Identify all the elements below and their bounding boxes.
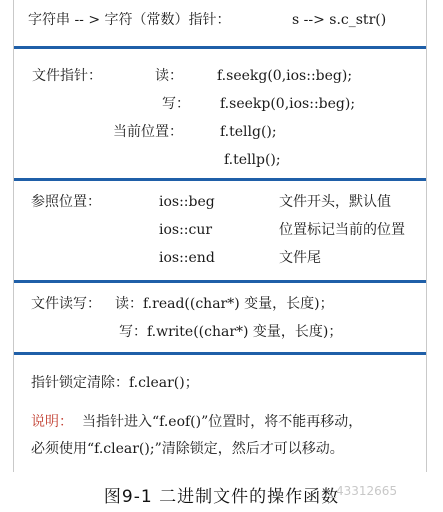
write-label: 写： — [162, 96, 190, 112]
read-label: 读： — [155, 68, 183, 84]
section-divider — [14, 46, 426, 49]
note-text-line2: 必须使用“f.clear();”清除锁定，然后才可以移动。 — [31, 441, 344, 457]
function-table — [13, 0, 427, 472]
read-function-line: 读：f.read((char*) 变量，长度)； — [115, 296, 334, 312]
note-text-line1: 当指针进入“f.eof()”位置时，将不能再移动， — [82, 414, 363, 430]
ref-desc-cur: 位置标记当前的位置 — [279, 222, 405, 238]
watermark: _43312665 — [330, 484, 398, 498]
seekp-code: f.seekp(0,ios::beg); — [220, 96, 356, 112]
file-pointer-label: 文件指针： — [32, 68, 102, 84]
ref-desc-end: 文件尾 — [279, 250, 321, 266]
ref-key-cur: ios::cur — [159, 222, 213, 238]
write-function-line: 写：f.write((char*) 变量，长度)； — [119, 324, 343, 340]
seekg-code: f.seekg(0,ios::beg); — [217, 68, 353, 84]
file-rw-label: 文件读写： — [31, 296, 101, 312]
ref-key-end: ios::end — [159, 250, 215, 266]
section-divider — [14, 178, 426, 181]
current-position-label: 当前位置： — [113, 124, 183, 140]
ref-desc-beg: 文件开头，默认值 — [279, 194, 391, 210]
ref-key-beg: ios::beg — [159, 194, 215, 210]
string-to-pointer-code: s --> s.c_str() — [292, 12, 387, 28]
section-divider — [14, 280, 426, 283]
tellp-code: f.tellp(); — [224, 152, 281, 168]
reference-position-label: 参照位置： — [31, 194, 101, 210]
figure-caption: 图9-1 二进制文件的操作函数 — [103, 487, 340, 507]
note-label: 说明： — [31, 414, 73, 430]
pointer-clear-line: 指针锁定清除：f.clear()； — [31, 375, 199, 391]
section-divider — [14, 352, 426, 355]
string-to-pointer-label: 字符串 -- > 字符（常数）指针： — [28, 12, 231, 28]
tellg-code: f.tellg(); — [220, 124, 277, 140]
